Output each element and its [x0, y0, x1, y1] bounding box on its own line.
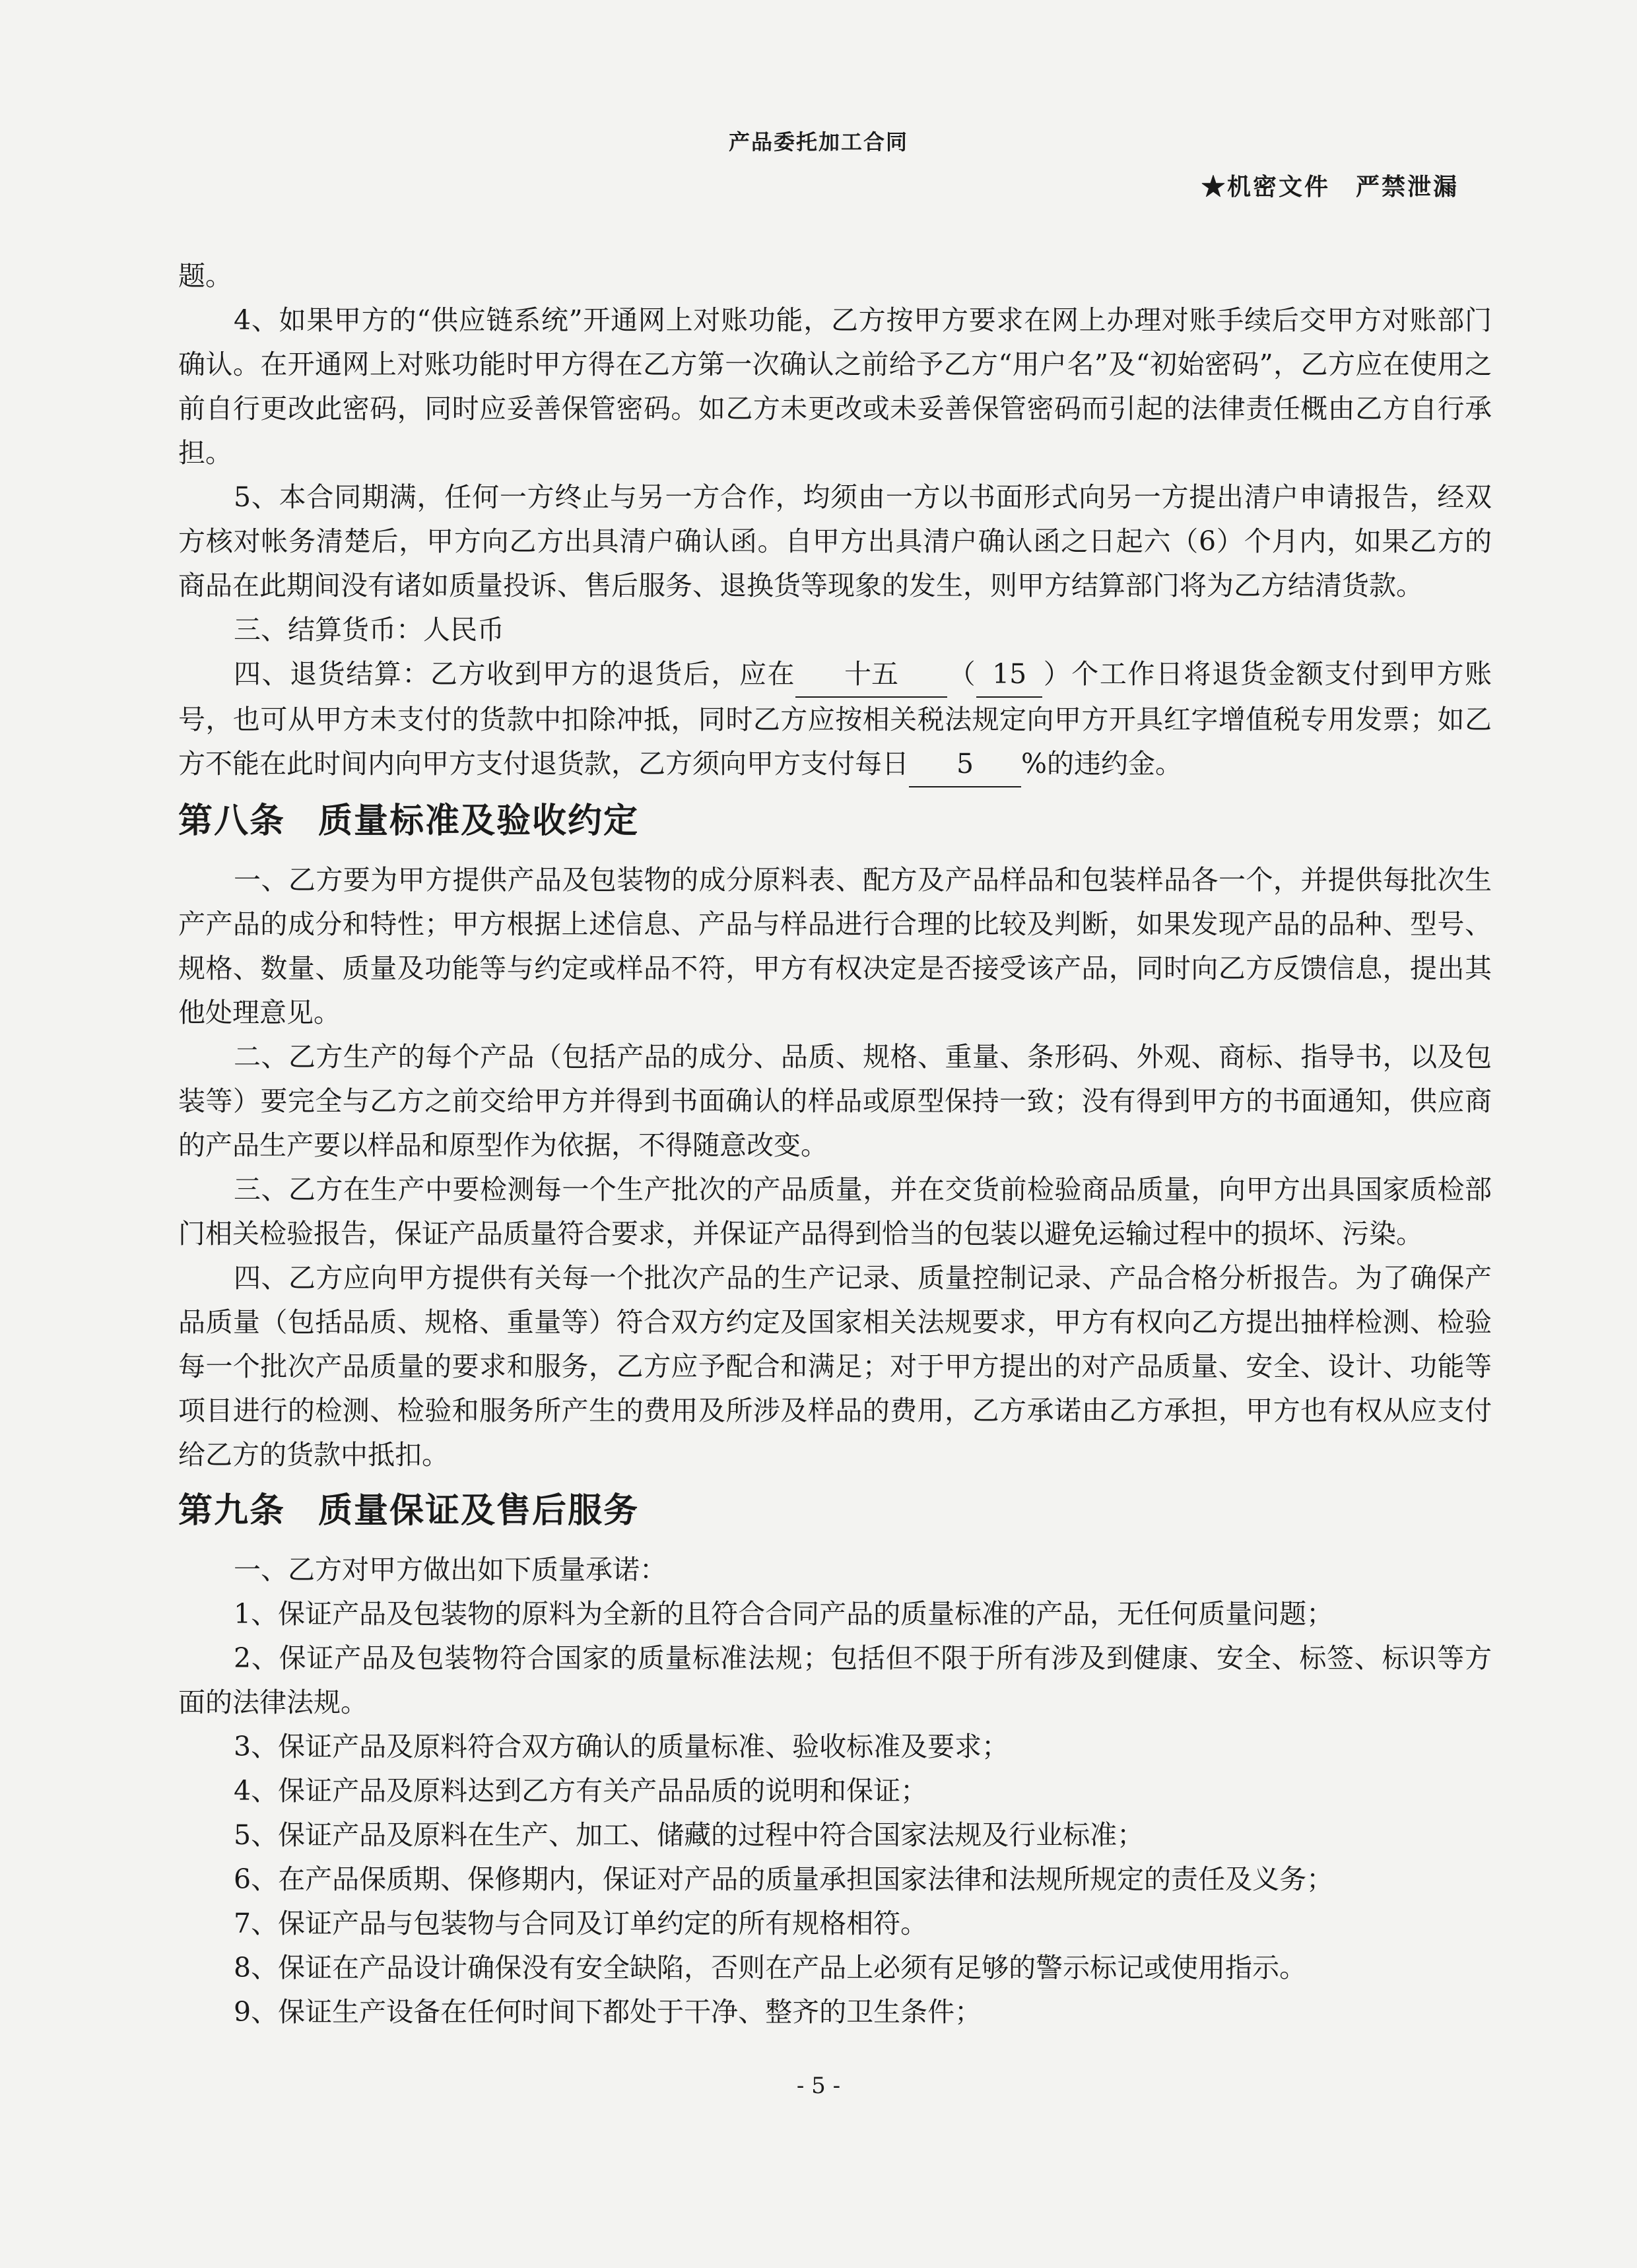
article-9-heading [178, 1489, 1492, 1533]
paragraph: 一、乙方对甲方做出如下质量承诺： [234, 1554, 667, 1585]
article-number: 第八条 [178, 801, 286, 841]
article-number: 第九条 [178, 1491, 286, 1531]
list-item: 9、保证生产设备在任何时间下都处于干净、整齐的卫生条件； [234, 1996, 982, 2028]
list-item: 3、保证产品及原料符合双方确认的质量标准、验收标准及要求； [234, 1731, 1009, 1762]
text-fragment: 四、退货结算：乙方收到甲方的退货后，应在 [234, 658, 796, 690]
list-item: 4、保证产品及原料达到乙方有关产品品质的说明和保证； [234, 1775, 928, 1807]
paragraph: 一、乙方要为甲方提供产品及包装物的成分原料表、配方及产品样品和包装样品各一个，并提供每批次生产产品的成分和特性；甲方根据上述信息、产品与样品进行合理的比较及判断，如果发现产品的品种、型号、规格、数量、质量及功能等与约定或样品不符，甲方有权决定是否接受该产品，同时向乙方反馈信息，提出其他处理意见。 [178, 864, 1492, 1028]
document-body [178, 254, 1492, 2034]
document-title: 产品委托加工合同 [728, 129, 908, 154]
page-number: - 5 - [796, 2073, 841, 2099]
list-item: 8、保证在产品设计确保没有安全缺陷，否则在产品上必须有足够的警示标记或使用指示。 [234, 1952, 1307, 1984]
paragraph: 4、如果甲方的“供应链系统”开通网上对账功能，乙方按甲方要求在网上办理对账手续后交甲方对账部门确认。在开通网上对账功能时甲方得在乙方第一次确认之前给予乙方“用户名”及“初始密码”，乙方应在使用之前自行更改此密码，同时应妥善保管密码。如乙方未更改或未妥善保管密码而引起的法律责任概由乙方自行承担。 [178, 304, 1492, 469]
list-item: 7、保证产品与包装物与合同及订单约定的所有规格相符。 [234, 1908, 928, 1939]
penalty-rate: 5 [909, 742, 1021, 787]
paragraph: 题。 [178, 260, 232, 292]
article-8-heading [178, 799, 1492, 844]
article-title: 质量标准及验收约定 [318, 801, 640, 841]
return-days-number: 15 [976, 652, 1042, 698]
list-item: 2、保证产品及包装物符合国家的质量标准法规；包括但不限于所有涉及到健康、安全、标签、标识等方面的法律法规。 [178, 1642, 1492, 1718]
text-fragment: ）个工作日将退货金额支付到甲方账号，也可从甲方未支付的货款中扣除冲抵，同时乙方应按相关税法规定向甲方开具红字增值税专用发票；如乙方不能在此时间内向甲方支付退货款，乙方须向甲方支付每日 [178, 658, 1492, 780]
list-item: 1、保证产品及包装物的原料为全新的且符合合同产品的质量标准的产品，无任何质量问题； [234, 1598, 1334, 1630]
confidential-label: ★机密文件 严禁泄漏 [1201, 173, 1459, 201]
paragraph: 四、乙方应向甲方提供有关每一个批次产品的生产记录、质量控制记录、产品合格分析报告。为了确保产品质量（包括品质、规格、重量等）符合双方约定及国家相关法规要求，甲方有权向乙方提出抽样检测、检验每一个批次产品质量的要求和服务，乙方应予配合和满足；对于甲方提出的对产品质量、安全、设计、功能等项目进行的检测、检验和服务所产生的费用及所涉及样品的费用，乙方承诺由乙方承担，甲方也有权从应支付给乙方的货款中抵扣。 [178, 1262, 1492, 1471]
paragraph-return-settlement [178, 652, 1492, 787]
list-item: 6、在产品保质期、保修期内，保证对产品的质量承担国家法律和法规所规定的责任及义务； [234, 1863, 1334, 1895]
paragraph: 5、本合同期满，任何一方终止与另一方合作，均须由一方以书面形式向另一方提出清户申请报告，经双方核对帐务清楚后，甲方向乙方出具清户确认函。自甲方出具清户确认函之日起六（6）个月内，如果乙方的商品在此期间没有诸如质量投诉、售后服务、退换货等现象的发生，则甲方结算部门将为乙方结清货款。 [178, 481, 1492, 601]
paragraph: 三、乙方在生产中要检测每一个生产批次的产品质量，并在交货前检验商品质量，向甲方出具国家质检部门相关检验报告，保证产品质量符合要求，并保证产品得到恰当的包装以避免运输过程中的损坏、污染。 [178, 1174, 1492, 1250]
article-title: 质量保证及售后服务 [318, 1491, 640, 1531]
paragraph: 三、结算货币：人民币 [234, 614, 504, 646]
text-fragment: （ [947, 658, 977, 690]
text-fragment: %的违约金。 [1021, 748, 1182, 780]
list-item: 5、保证产品及原料在生产、加工、储藏的过程中符合国家法规及行业标准； [234, 1819, 1145, 1851]
return-days-cn: 十五 [795, 652, 947, 698]
paragraph: 二、乙方生产的每个产品（包括产品的成分、品质、规格、重量、条形码、外观、商标、指导书，以及包装等）要完全与乙方之前交给甲方并得到书面确认的样品或原型保持一致；没有得到甲方的书面通知，供应商的产品生产要以样品和原型作为依据，不得随意改变。 [178, 1041, 1492, 1161]
